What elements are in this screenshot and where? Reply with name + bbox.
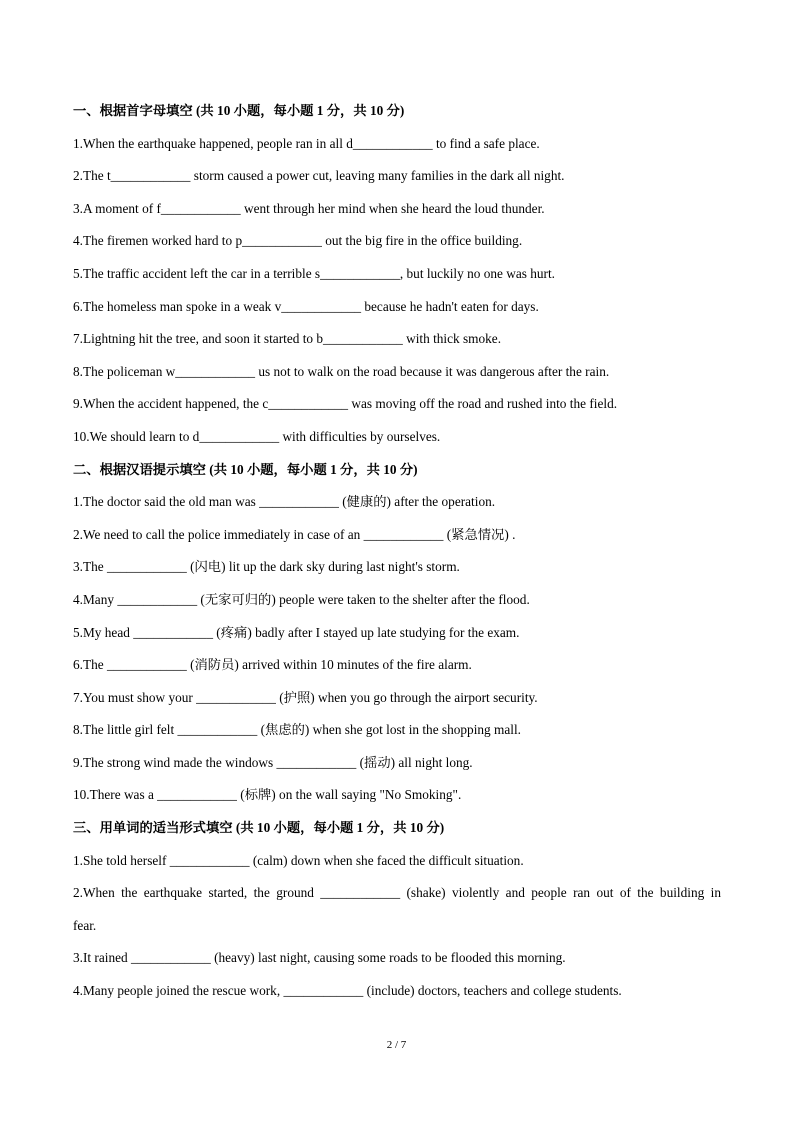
question-item: 2.We need to call the police immediately in case of an ____________ (紧急情况) . xyxy=(73,526,516,542)
question-item: 3.It rained ____________ (heavy) last night, causing some roads to be flooded this morning. xyxy=(73,950,566,966)
question-item: 4.The firemen worked hard to p____________ out the big fire in the office building. xyxy=(73,233,523,249)
section-heading: 二、根据汉语提示填空 (共 10 小题，每小题 1 分，共 10 分) xyxy=(73,461,418,477)
section-heading: 三、用单词的适当形式填空 (共 10 小题，每小题 1 分，共 10 分) xyxy=(73,820,445,836)
question-item: 1.She told herself ____________ (calm) down when she faced the difficult situation. xyxy=(73,852,524,868)
question-item: 3.The ____________ (闪电) lit up the dark sky during last night's storm. xyxy=(73,559,460,575)
question-item: 4.Many people joined the rescue work, ____________ (include) doctors, teachers and college students. xyxy=(73,983,622,999)
question-item: 1.When the earthquake happened, people ran in all d____________ to find a safe place. xyxy=(73,135,540,151)
question-item: 6.The ____________ (消防员) arrived within 10 minutes of the fire alarm. xyxy=(73,657,472,673)
question-item: 5.My head ____________ (疼痛) badly after I stayed up late studying for the exam. xyxy=(73,624,520,640)
page-number: 2 / 7 xyxy=(386,1039,407,1051)
question-item: 8.The policeman w____________ us not to walk on the road because it was dangerous after the rain. xyxy=(73,363,610,379)
question-item: 7.You must show your ____________ (护照) when you go through the airport security. xyxy=(73,689,538,705)
question-item: 3.A moment of f____________ went through her mind when she heard the loud thunder. xyxy=(73,200,545,216)
question-item: 7.Lightning hit the tree, and soon it started to b____________ with thick smoke. xyxy=(73,331,502,347)
question-item: 10.We should learn to d____________ with difficulties by ourselves. xyxy=(73,428,441,444)
question-item: 8.The little girl felt ____________ (焦虑的) when she got lost in the shopping mall. xyxy=(73,722,521,738)
question-item: 6.The homeless man spoke in a weak v____________ because he hadn't eaten for days. xyxy=(73,298,539,314)
question-item: 9.When the accident happened, the c____________ was moving off the road and rushed into the field. xyxy=(73,396,618,412)
question-item: 4.Many ____________ (无家可归的) people were taken to the shelter after the flood. xyxy=(73,591,530,607)
question-item xyxy=(73,877,721,942)
question-line: fear. xyxy=(73,917,97,933)
question-item: 2.The t____________ storm caused a power cut, leaving many families in the dark all night. xyxy=(73,168,565,184)
section-heading: 一、根据首字母填空 (共 10 小题，每小题 1 分，共 10 分) xyxy=(73,103,405,118)
page-content xyxy=(73,95,721,1008)
question-item: 1.The doctor said the old man was ____________ (健康的) after the operation. xyxy=(73,494,496,510)
question-item: 5.The traffic accident left the car in a terrible s____________, but luckily no one was hurt. xyxy=(73,265,555,281)
question-item: 10.There was a ____________ (标牌) on the wall saying "No Smoking". xyxy=(73,787,462,803)
question-line: 2.When the earthquake started, the ground ____________ (shake) violently and people ran out of the building in xyxy=(73,885,721,901)
question-item: 9.The strong wind made the windows ____________ (摇动) all night long. xyxy=(73,754,473,770)
